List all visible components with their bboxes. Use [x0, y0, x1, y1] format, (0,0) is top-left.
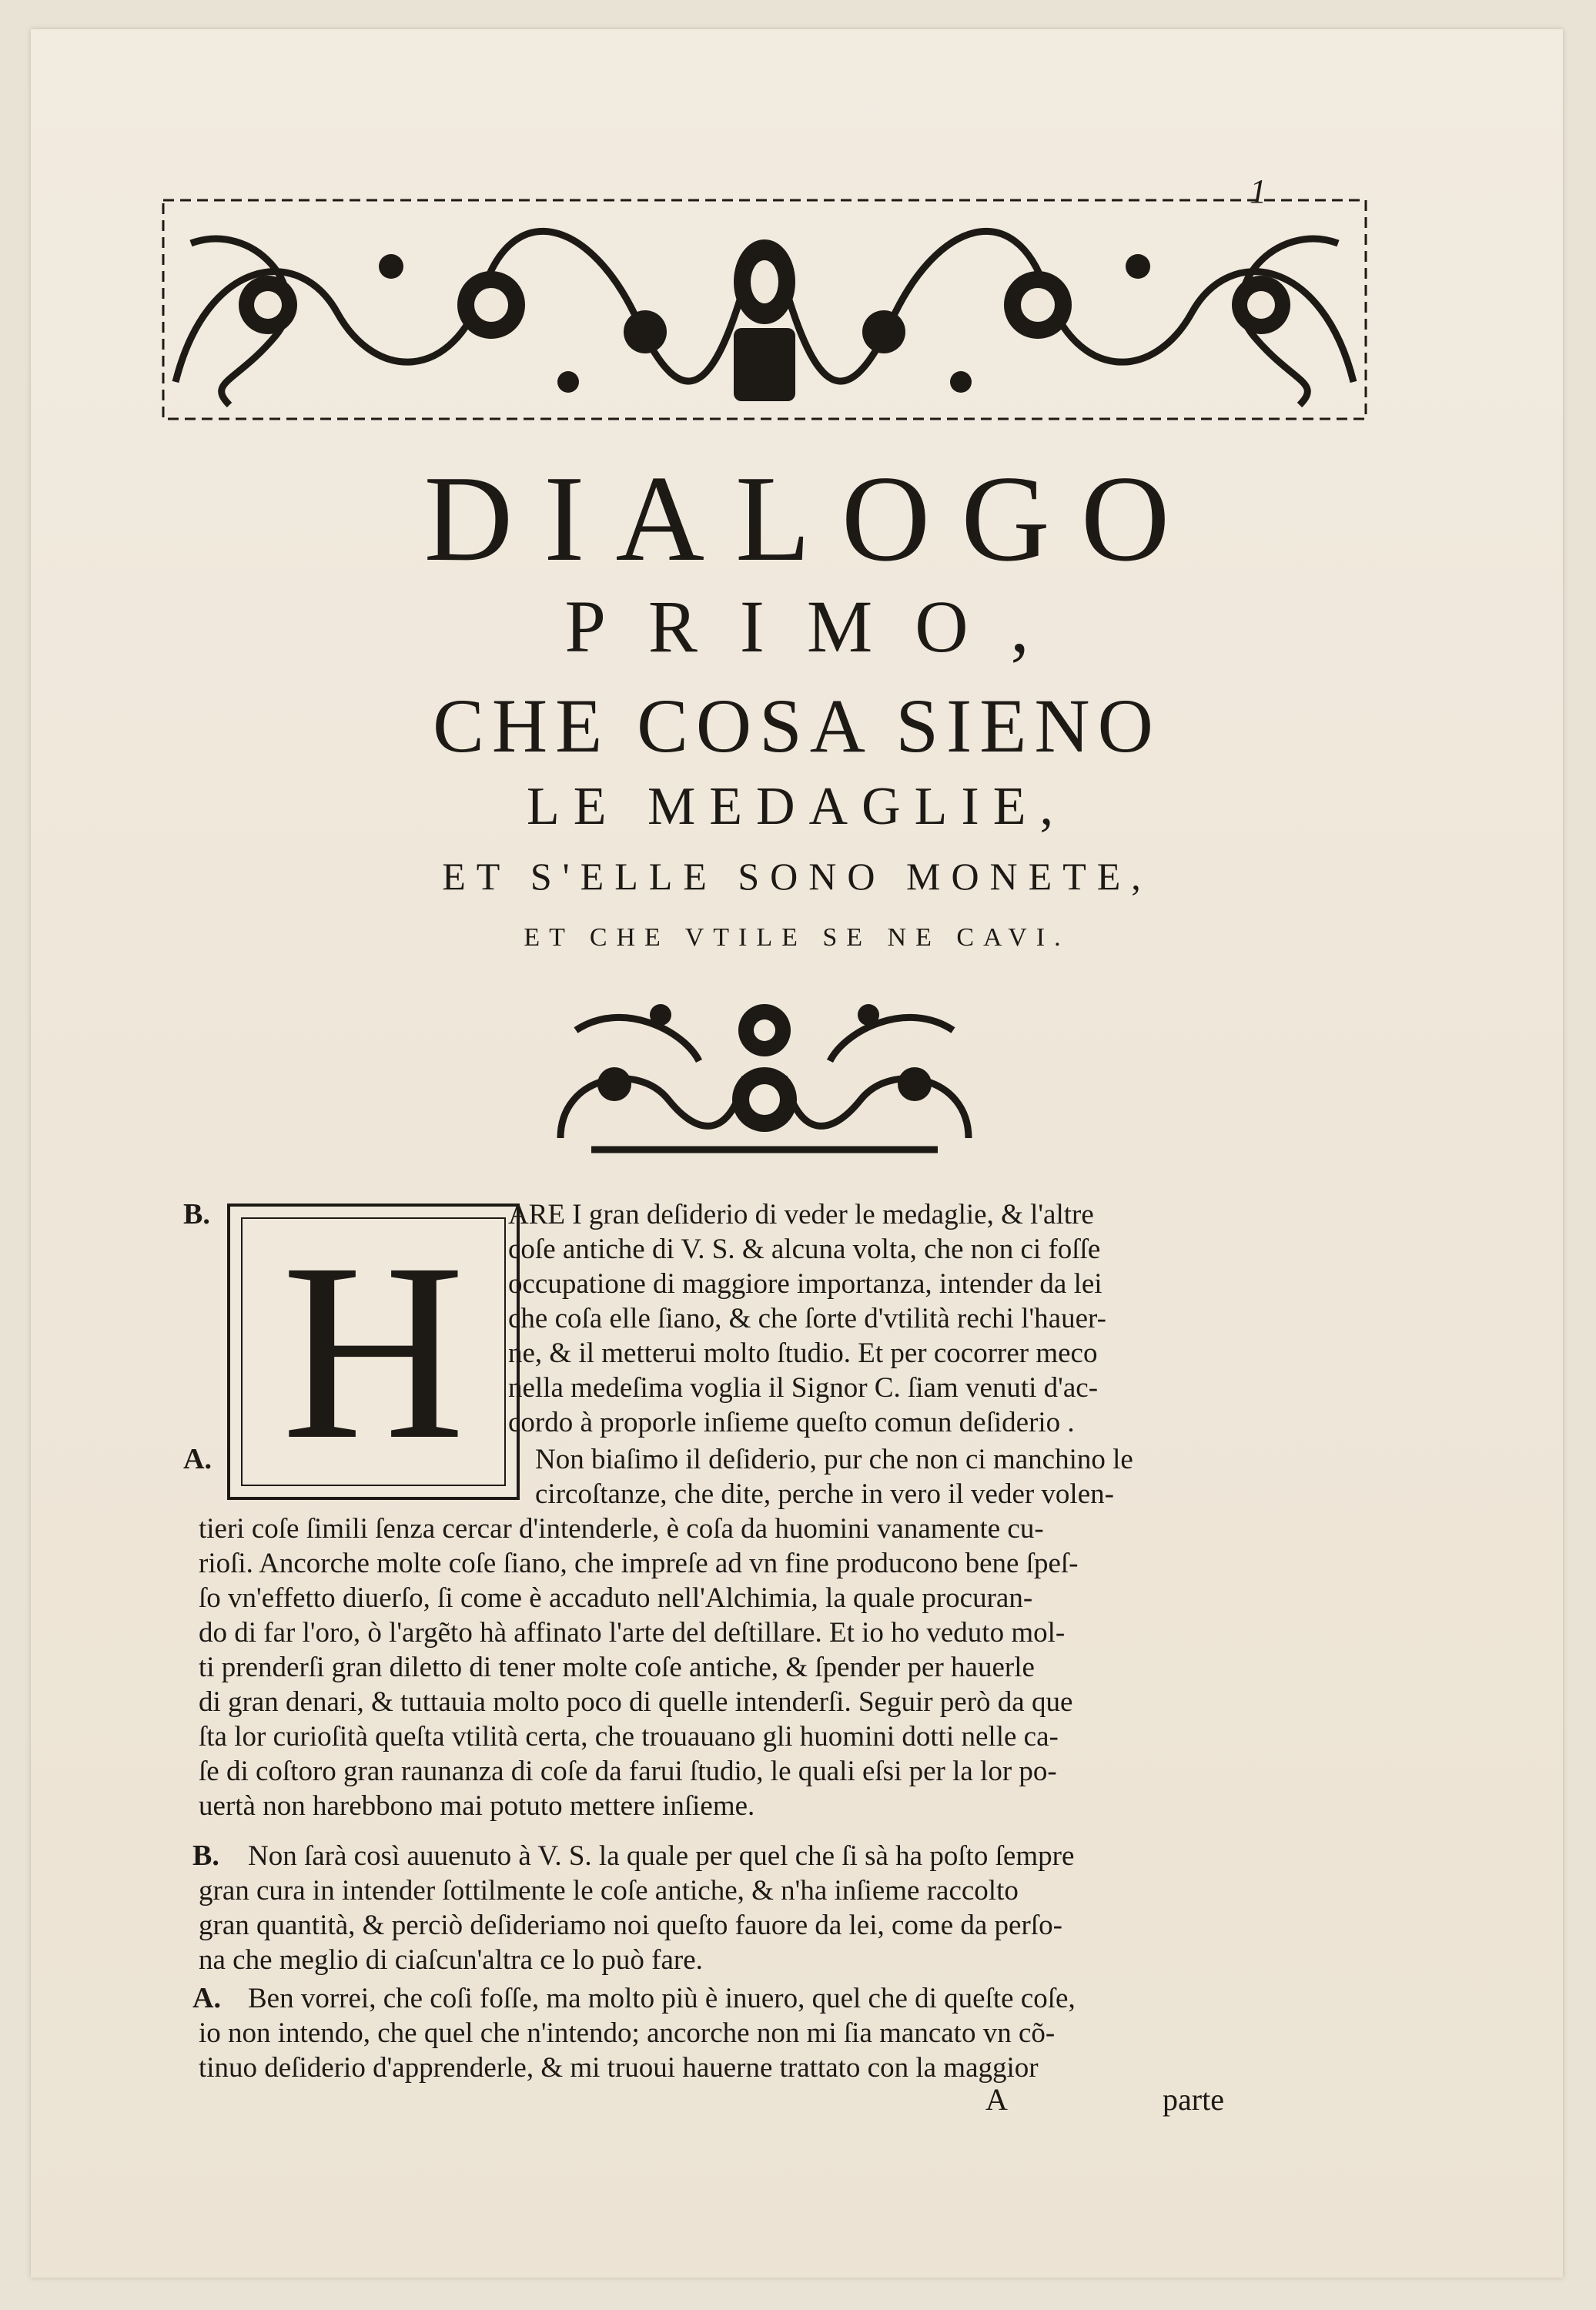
speaker-marker: B.	[183, 1198, 210, 1230]
initial-letter: H	[281, 1210, 466, 1492]
paragraph-4-cont	[199, 2016, 1307, 2085]
paragraph-2-start	[535, 1442, 1297, 1512]
text-line: che coſa elle ſiano, & che ſorte d'vtilità rechi l'hauer-	[508, 1303, 1106, 1334]
title-monete: ET S'ELLE SONO MONETE,	[442, 855, 1152, 898]
text-line: ne, & il metterui molto ſtudio. Et per cocorrer meco	[508, 1337, 1098, 1369]
fleuron-ornament	[545, 984, 984, 1161]
title-le-medaglie: LE MEDAGLIE,	[526, 777, 1067, 836]
paragraph-2	[199, 1512, 1300, 1823]
speaker-marker: A.	[192, 1982, 221, 2014]
paragraph-4	[248, 1981, 1310, 2016]
text-line: Ben vorrei, che coſi foſſe, ma molto più è inuero, quel che di queſte coſe,	[248, 1983, 1076, 2014]
text-line: ſta lor curioſità queſta vtilità certa, che trouauano gli huomini dotti nelle ca-	[199, 1721, 1059, 1753]
text-line: Non ſarà così auuenuto à V. S. la quale per quel che ſi sà ha poſto ſempre	[248, 1840, 1075, 1872]
title-che-cosa-sieno: CHE COSA SIENO	[433, 683, 1161, 768]
text-line: coſe antiche di V. S. & alcuna volta, che non ci foſſe	[508, 1234, 1101, 1265]
folio-number: 1	[1250, 172, 1266, 210]
text-line: gran quantità, & perciò deſideriamo noi queſto fauore da lei, come da perſo-	[199, 1910, 1062, 1941]
text-line: occupatione di maggiore importanza, intender da lei	[508, 1268, 1102, 1300]
title-primo: PRIMO,	[564, 585, 1072, 668]
speaker-marker: B.	[192, 1840, 219, 1872]
text-line: ARE I gran deſiderio di veder le medaglie, & l'altre	[508, 1199, 1094, 1230]
text-line: ſe di coſtoro gran raunanza di coſe da farui ſtudio, le quali eſsi per la lor po-	[199, 1756, 1057, 1787]
paragraph-1	[508, 1197, 1286, 1440]
paragraph-3	[248, 1839, 1310, 1873]
headpiece-ornament	[160, 197, 1369, 422]
paragraph-3-cont	[199, 1873, 1307, 1977]
text-line: ſo vn'effetto diuerſo, ſi come è accaduto nell'Alchimia, la quale procuran-	[199, 1582, 1033, 1614]
text-line: ti prenderſi gran diletto di tener molte coſe antiche, & ſpender per hauerle	[199, 1652, 1035, 1683]
text-line: na che meglio di ciaſcun'altra ce lo può fare.	[199, 1944, 703, 1976]
text-line: io non intendo, che quel che n'intendo; ancorche non mi ſia mancato vn cõ-	[199, 2017, 1056, 2049]
text-line: gran cura in intender ſottilmente le coſe antiche, & n'ha inſieme raccolto	[199, 1875, 1019, 1907]
text-line: circoſtanze, che dite, perche in vero il veder volen-	[535, 1478, 1114, 1510]
text-line: tieri coſe ſimili ſenza cercar d'intenderle, è coſa da huomini vanamente cu-	[199, 1513, 1044, 1545]
text-line: Non biaſimo il deſiderio, pur che non ci manchino le	[535, 1444, 1133, 1475]
signature-mark: A	[985, 2082, 1008, 2117]
book-page	[31, 29, 1563, 2278]
text-line: nella medeſima voglia il Signor C. ſiam venuti d'ac-	[508, 1372, 1099, 1404]
text-line: di gran denari, & tuttauia molto poco di quelle intenderſi. Seguir però da que	[199, 1686, 1073, 1718]
text-line: tinuo deſiderio d'apprenderle, & mi truoui hauerne trattato con la maggior	[199, 2052, 1039, 2084]
text-line: rioſi. Ancorche molte coſe ſiano, che impreſe ad vn fine producono bene ſpeſ-	[199, 1548, 1079, 1579]
title-dialogo: DIALOGO	[423, 450, 1201, 587]
text-line: cordo à proporle inſieme queſto comun deſiderio .	[508, 1407, 1075, 1438]
text-line: do di far l'oro, ò l'argẽto hà affinato l'arte del deſtillare. Et io ho veduto mol-	[199, 1617, 1066, 1649]
title-vtile: ET CHE VTILE SE NE CAVI.	[524, 923, 1070, 952]
speaker-marker: A.	[183, 1443, 212, 1475]
catchword: parte	[1163, 2082, 1224, 2117]
text-line: uertà non harebbono mai potuto mettere inſieme.	[199, 1790, 755, 1822]
decorated-initial	[227, 1204, 520, 1500]
